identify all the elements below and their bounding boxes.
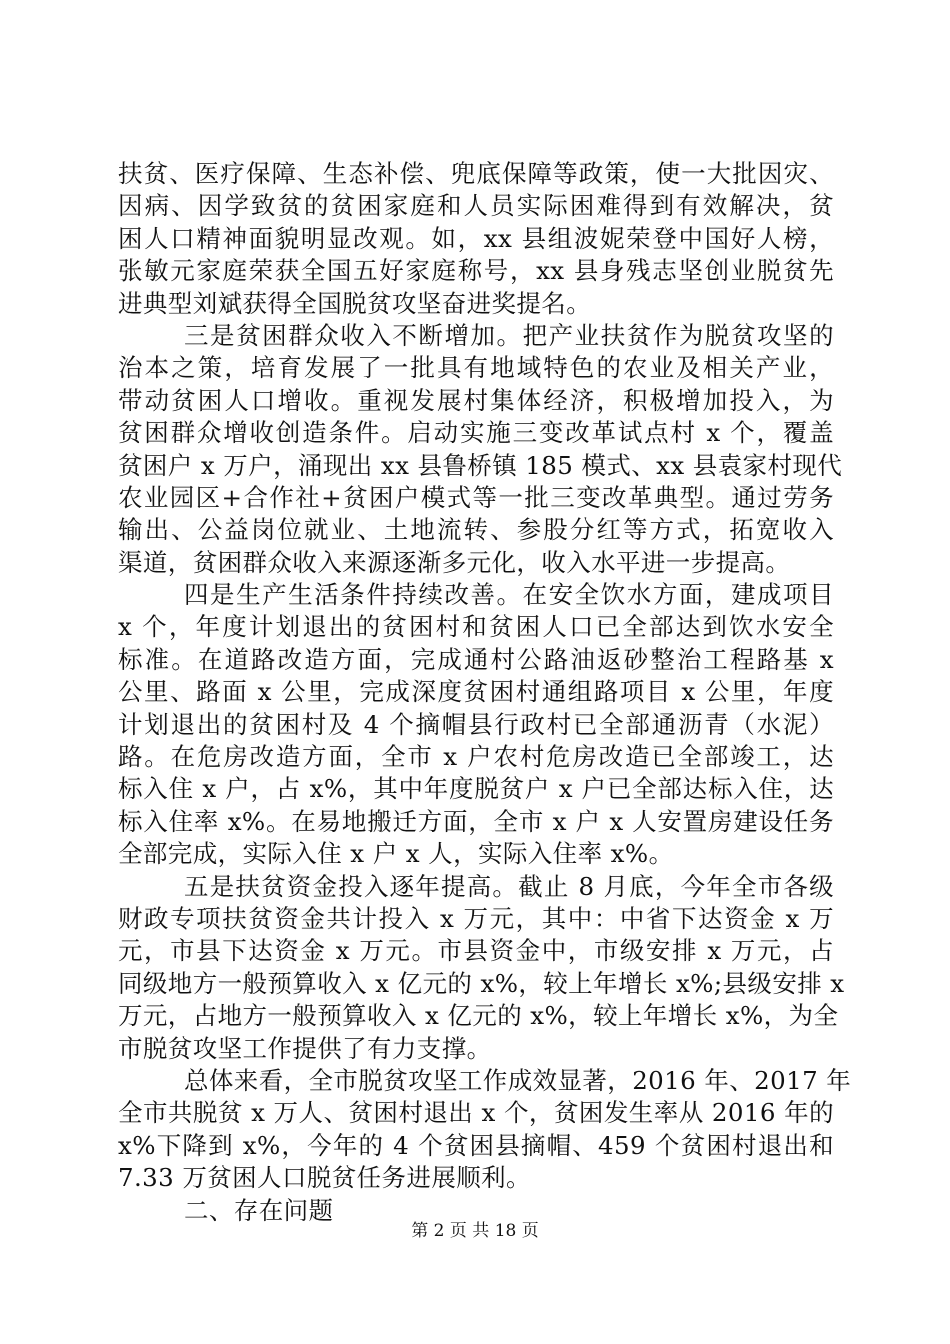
paragraph-5 xyxy=(118,1065,852,1195)
paragraph-3 xyxy=(118,579,834,871)
text-line: 7.33 万贫困人口脱贫任务进展顺利。 xyxy=(118,1163,531,1193)
paragraph-4 xyxy=(118,871,845,1065)
text-line: 输出、公益岗位就业、土地流转、参股分红等方式，拓宽收入 xyxy=(118,515,834,545)
paragraph-2 xyxy=(118,320,843,579)
text-line: 标入住 x 户，占 x%，其中年度脱贫户 x 户已全部达标入住，达 xyxy=(118,774,834,804)
body-text xyxy=(118,158,852,1227)
text-line: 困人口精神面貌明显改观。如，xx 县组波妮荣登中国好人榜， xyxy=(118,223,834,253)
text-line: 财政专项扶贫资金共计投入 x 万元，其中：中省下达资金 x 万 xyxy=(118,903,834,933)
text-line: 标准。在道路改造方面，完成通村公路油返砂整治工程路基 x xyxy=(118,644,834,674)
text-line: 标入住率 x%。在易地搬迁方面，全市 x 户 x 人安置房建设任务 xyxy=(118,806,834,836)
text-line: 因病、因学致贫的贫困家庭和人员实际困难得到有效解决，贫 xyxy=(118,191,834,221)
text-line: x 个，年度计划退出的贫困村和贫困人口已全部达到饮水安全 xyxy=(118,612,834,642)
text-line: 全部完成，实际入住 x 户 x 人，实际入住率 x%。 xyxy=(118,839,674,869)
text-line: x%下降到 x%，今年的 4 个贫困县摘帽、459 个贫困村退出和 xyxy=(118,1130,834,1160)
text-line: 进典型刘斌获得全国脱贫攻坚奋进奖提名。 xyxy=(118,288,592,318)
text-line: 带动贫困人口增收。重视发展村集体经济，积极增加投入，为 xyxy=(118,385,834,415)
text-line: 总体来看，全市脱贫攻坚工作成效显著，2016 年、2017 年 xyxy=(184,1065,852,1095)
text-line: 治本之策，培育发展了一批具有地域特色的农业及相关产业， xyxy=(118,353,834,383)
text-line: 贫困户 x 万户，涌现出 xx 县鲁桥镇 185 模式、xx 县袁家村现代 xyxy=(118,450,843,480)
text-line: 全市共脱贫 x 万人、贫困村退出 x 个，贫困发生率从 2016 年的 xyxy=(118,1098,834,1128)
text-line: 四是生产生活条件持续改善。在安全饮水方面，建成项目 xyxy=(184,580,834,610)
text-line: 计划退出的贫困村及 4 个摘帽县行政村已全部通沥青（水泥） xyxy=(118,709,834,739)
text-line: 路。在危房改造方面，全市 x 户农村危房改造已全部竣工，达 xyxy=(118,742,834,772)
paragraph-1 xyxy=(118,158,834,320)
text-line: 渠道，贫困群众收入来源逐渐多元化，收入水平进一步提高。 xyxy=(118,547,791,577)
text-line: 万元，占地方一般预算收入 x 亿元的 x%，较上年增长 x%，为全 xyxy=(118,1001,839,1031)
text-line: 三是贫困群众收入不断增加。把产业扶贫作为脱贫攻坚的 xyxy=(184,320,834,350)
text-line: 元，市县下达资金 x 万元。市县资金中，市级安排 x 万元，占 xyxy=(118,936,834,966)
text-line: 农业园区+合作社+贫困户模式等一批三变改革典型。通过劳务 xyxy=(118,482,834,512)
text-line: 扶贫、医疗保障、生态补偿、兜底保障等政策，使一大批因灾、 xyxy=(118,159,834,188)
text-line: 公里、路面 x 公里，完成深度贫困村通组路项目 x 公里，年度 xyxy=(118,677,834,707)
section-heading: 二、存在问题 xyxy=(184,1195,334,1225)
text-line: 同级地方一般预算收入 x 亿元的 x%，较上年增长 x%;县级安排 x xyxy=(118,968,845,998)
text-line: 张敏元家庭荣获全国五好家庭称号，xx 县身残志坚创业脱贫先 xyxy=(118,256,834,286)
text-line: 贫困群众增收创造条件。启动实施三变改革试点村 x 个，覆盖 xyxy=(118,418,834,448)
text-line: 五是扶贫资金投入逐年提高。截止 8 月底，今年全市各级 xyxy=(184,871,834,901)
text-line: 市脱贫攻坚工作提供了有力支撑。 xyxy=(118,1033,492,1063)
page-footer: 第 2 页 共 18 页 xyxy=(411,1221,539,1241)
